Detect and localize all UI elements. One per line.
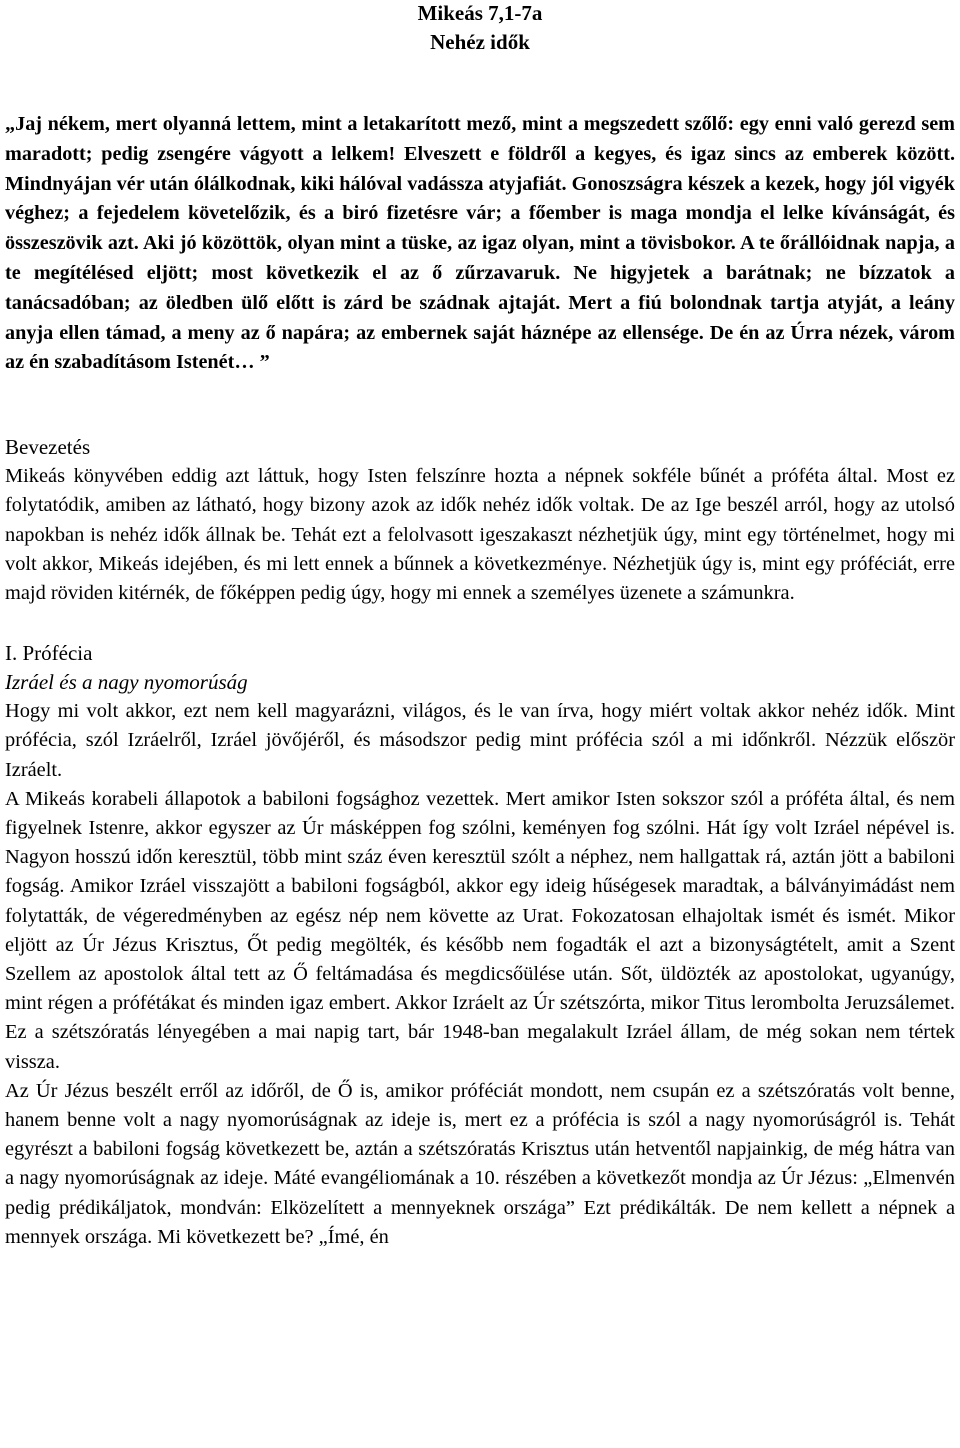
scripture-quote: „Jaj nékem, mert olyanná lettem, mint a letakarított mező, mint a megszedett szőlő: egy enni való gerezd sem maradott; pedig zsengére vágyott a lelkem! Elveszett e földről a kegyes, és igaz sincs az emberek között. Mindnyájan vér után ólálkodnak, kiki hálóval vadássza atyjafiát. Gonoszságra készek a kezek, hogy jól vigyék véghez; a fejedelem követelőzik, és a biró fizetésre vár; a főember is maga mondja el lelke kívánságát, és összeszövik azt. Aki jó közöttök, olyan mint a tüske, az igaz olyan, mint a tövisbokor. A te őrállóidnak napja, a te megítélésed eljött; most következik el az ő zűrzavaruk. Ne higyjetek a barátnak; ne bízzatok a tanácsadóban; az öledben ülő előtt is zárd be szádnak ajtaját. Mert a fiú bolondnak tartja atyját, a leány anyja ellen támad, a meny az ő napára; az embernek saját háznépe az ellensége. De én az Úrra nézek, várom az én szabadításom Istenét… ” bbox=[5, 113, 955, 374]
document-subtitle: Nehéz idők bbox=[430, 30, 530, 54]
body-paragraph: Hogy mi volt akkor, ezt nem kell magyarázni, világos, és le van írva, hogy miért voltak akkor nehéz idők. Mint prófécia, szól Izráelről, Izráel jövőjéről, és másodszor pedig mint prófécia szól a mi időnkről. Nézzük először Izráelt. bbox=[5, 700, 955, 781]
section-subheading: Izráel és a nagy nyomorúság bbox=[5, 670, 248, 695]
body-paragraph: Az Úr Jézus beszélt erről az időről, de Ő is, amikor próféciát mondott, nem csupán ez a szétszóratás volt benne, hanem benne volt a nagy nyomorúságnak az ideje is, mert ez a prófécia is szól a nagy nyomorúságról is. Tehát egyrészt a babiloni fogság következett be, aztán a szétszóratás Krisztus után hetventől napjainkig, de még hátra van a nagy nyomorúságnak az ideje. Máté evangéliomának a 10. részében a következőt mondja az Úr Jézus: „Elmenvén pedig prédikáljatok, mondván: Elközelített a mennyeknek országa” Ezt prédikálták. De nem kellett a népnek a mennyek országa. Mi következett be? „Ímé, én bbox=[5, 1079, 955, 1248]
intro-paragraph: Mikeás könyvében eddig azt láttuk, hogy Isten felszínre hozta a népnek sokféle bűnét a próféta által. Most ez folytatódik, amiben az látható, hogy bizony azok az idők nehéz idők voltak. De az Ige beszél arról, hogy az utolsó napokban is nehéz idők állnak be. Tehát ezt a felolvasott igeszakaszt nézhetjük úgy, mint egy történelmet, hogy mi volt akkor, Mikeás idejében, és mi lett ennek a bűnnek a következménye. Nézhetjük úgy is, mint egy próféciát, erre majd röviden kitérnék, de főképpen pedig úgy, hogy mi ennek a személyes üzenete a számunkra. bbox=[5, 465, 955, 604]
document-page bbox=[5, 0, 955, 1252]
intro-heading: Bevezetés bbox=[5, 435, 91, 460]
body-paragraph: A Mikeás korabeli állapotok a babiloni fogsághoz vezettek. Mert amikor Isten sokszor szól a próféta által, és nem figyelnek Istenre, akkor egyszer az Úr másképpen fog szólni, keményen fog szólni. Hát így volt Izráel népével is. Nagyon hosszú időn keresztül, több mint száz éven keresztül szólt a néphez, nem hallgattak rá, aztán jött a babiloni fogság. Amikor Izráel visszajött a babiloni fogságból, akkor egy ideig hűségesek maradtak, a bálványimádást nem folytatták, de végeredményben az egész nép nem követte az Urat. Fokozatosan elhajoltak ismét és ismét. Mikor eljött az Úr Jézus Krisztus, Őt pedig megölték, és később nem fogadták el azt a bizonyságtételt, amit a Szent Szellem az apostolok által tett az Ő feltámadása és megdicsőülése után. Sőt, üldözték az apostolokat, ugyanúgy, mint régen a prófétákat és minden igaz embert. Akkor Izráelt az Úr szétszórta, mikor Titus lerombolta Jeruzsálemet. Ez a szétszóratás lényegében a mai napig tart, bár 1948-ban megalakult Izráel állam, de még sokan nem tértek vissza. bbox=[5, 787, 955, 1073]
document-title: Mikeás 7,1-7a bbox=[417, 1, 543, 25]
section-heading-prophecy: I. Prófécia bbox=[5, 641, 93, 666]
